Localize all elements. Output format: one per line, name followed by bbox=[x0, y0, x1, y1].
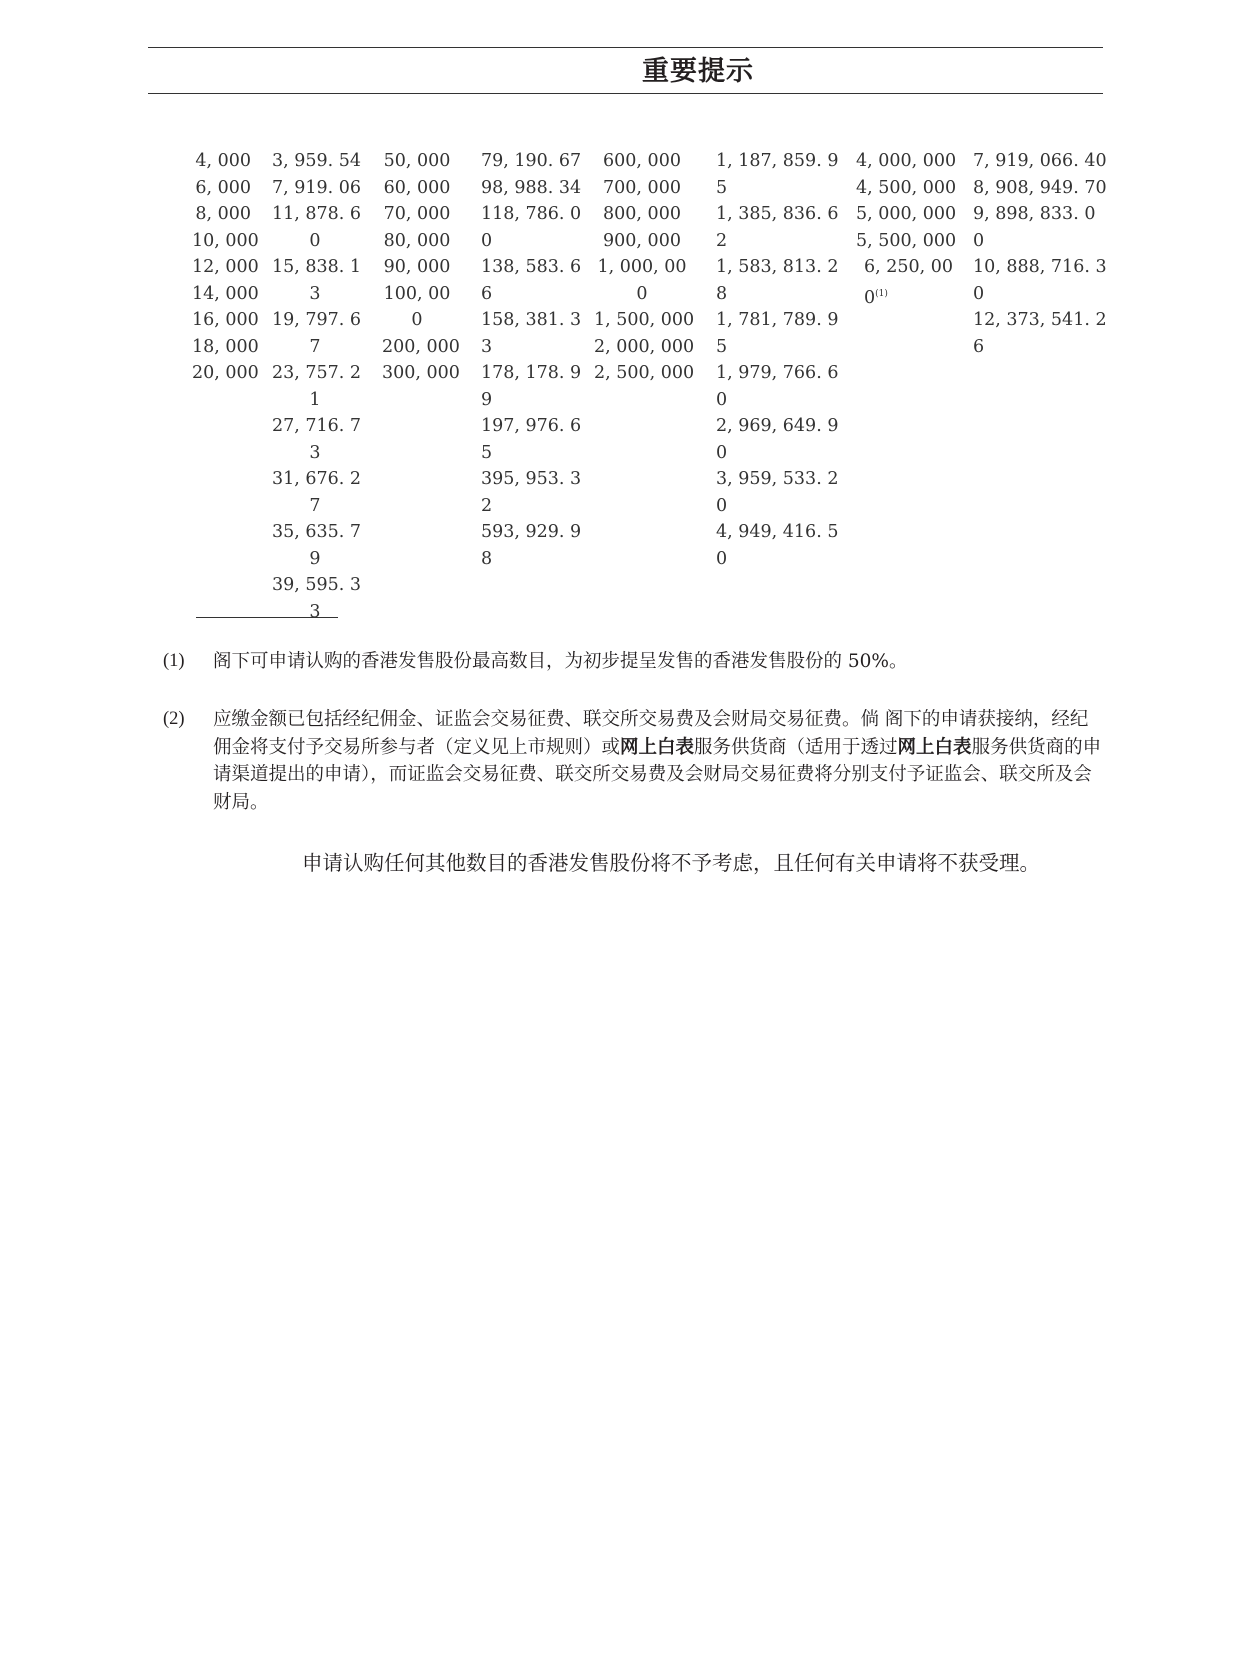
table-cell: 395, 953. 3 bbox=[481, 469, 582, 489]
table-cell: 0 bbox=[716, 548, 728, 569]
table-cell: 0 bbox=[973, 283, 985, 304]
table-cell: 27, 716. 7 bbox=[272, 416, 362, 436]
table-cell: 4, 949, 416. 5 bbox=[716, 522, 839, 542]
table-cell: 0 bbox=[481, 230, 493, 251]
table-cell: 1, 000, 00 bbox=[597, 257, 687, 277]
table-cell: 6, 000 bbox=[195, 177, 251, 198]
table-cell: 0 bbox=[716, 442, 728, 463]
table-cell: 7, 919. 06 bbox=[272, 177, 362, 198]
table-cell: 7 bbox=[309, 336, 321, 357]
table-cell: 50, 000 bbox=[383, 151, 451, 171]
table-column-7 bbox=[856, 148, 957, 311]
note-2-bold-b: 网上白表 bbox=[897, 736, 972, 758]
table-cell: 8 bbox=[716, 283, 728, 304]
table-cell: 0 bbox=[973, 230, 985, 251]
table-cell: 3 bbox=[309, 601, 321, 622]
table-cell: 0 bbox=[636, 283, 648, 304]
table-cell: 10, 000 bbox=[192, 230, 259, 251]
table-cell: 19, 797. 6 bbox=[272, 310, 362, 330]
table-cell: 0 bbox=[716, 495, 728, 516]
table-cell: 1, 979, 766. 6 bbox=[716, 363, 839, 383]
table-cell: 8 bbox=[481, 548, 493, 569]
table-column-2 bbox=[272, 148, 362, 625]
table-cell: 0 bbox=[716, 389, 728, 410]
table-cell: 8, 000 bbox=[195, 204, 251, 224]
table-cell: 14, 000 bbox=[192, 283, 259, 304]
table-cell: 3 bbox=[309, 283, 321, 304]
table-cell: 9 bbox=[481, 389, 493, 410]
table-cell: 39, 595. 3 bbox=[272, 575, 362, 595]
table-cell: 10, 888, 716. 3 bbox=[973, 257, 1107, 277]
table-cell: 6 bbox=[973, 336, 985, 357]
footnote-mark: (1) bbox=[875, 288, 888, 299]
note-1-number: (1) bbox=[163, 651, 185, 671]
table-cell: 4, 500, 000 bbox=[856, 177, 957, 198]
table-cell: 0 bbox=[309, 230, 321, 251]
table-column-6 bbox=[716, 148, 839, 572]
table-cell: 3 bbox=[309, 442, 321, 463]
table-cell: 4, 000 bbox=[195, 151, 251, 171]
table-cell: 18, 000 bbox=[192, 336, 259, 357]
table-cell: 98, 988. 34 bbox=[481, 177, 582, 198]
table-cell: 1, 781, 789. 9 bbox=[716, 310, 839, 330]
table-cell: 12, 373, 541. 2 bbox=[973, 310, 1107, 330]
note-2-text-a: 应缴金额已包括经纪佣金、证监会交易征费、联交所交易费及会财局交易征费。倘 阁下的申请获接纳，经纪佣金将支付予交易所参与者（定义见上市规则）或 bbox=[213, 709, 1089, 758]
table-column-4 bbox=[481, 148, 584, 572]
table-cell: 9, 898, 833. 0 bbox=[973, 204, 1096, 224]
table-cell: 16, 000 bbox=[192, 310, 259, 330]
table-cell: 7, 919, 066. 40 bbox=[973, 151, 1107, 171]
table-cell: 11, 878. 6 bbox=[272, 204, 362, 224]
table-column-8 bbox=[973, 148, 1107, 360]
footnote-value: 0 bbox=[864, 287, 876, 308]
table-cell: 800, 000 bbox=[603, 204, 681, 224]
table-cell: 197, 976. 6 bbox=[481, 416, 582, 436]
table-cell: 5, 000, 000 bbox=[856, 204, 957, 224]
table-cell: 3, 959. 54 bbox=[272, 151, 362, 171]
table-cell: 1, 500, 000 bbox=[594, 310, 695, 330]
table-cell: 158, 381. 3 bbox=[481, 310, 582, 330]
table-cell: 0 bbox=[411, 310, 423, 330]
table-cell: 118, 786. 0 bbox=[481, 204, 582, 224]
table-column-1 bbox=[192, 148, 259, 387]
table-cell: 8, 908, 949. 70 bbox=[973, 177, 1107, 198]
note-2-number: (2) bbox=[163, 709, 185, 729]
top-rule bbox=[148, 47, 1103, 48]
table-cell: 60, 000 bbox=[383, 177, 451, 198]
table-cell: 138, 583. 6 bbox=[481, 257, 582, 277]
table-cell: 593, 929. 9 bbox=[481, 522, 582, 542]
table-cell: 900, 000 bbox=[603, 230, 681, 251]
table-cell: 5, 500, 000 bbox=[856, 230, 957, 251]
note-1-text: 阁下可申请认购的香港发售股份最高数目，为初步提呈发售的香港发售股份的 50%。 bbox=[213, 651, 908, 672]
table-cell: 2 bbox=[481, 495, 493, 516]
table-underline bbox=[196, 617, 338, 618]
note-2-text bbox=[213, 706, 1103, 816]
note-2-text-c: 服务供货商的申请渠道提出的申请），而证监会交易征费、联交所交易费及会财局交易征费将分别支付予证监会、联交所及会财局。 bbox=[213, 736, 1102, 813]
table-cell: 35, 635. 7 bbox=[272, 522, 362, 542]
table-cell: 1, 385, 836. 6 bbox=[716, 204, 839, 224]
table-cell: 3, 959, 533. 2 bbox=[716, 469, 839, 489]
table-column-3 bbox=[382, 148, 460, 387]
page-title: 重要提示 bbox=[642, 56, 754, 87]
table-cell: 20, 000 bbox=[192, 363, 259, 383]
table-cell: 6 bbox=[481, 283, 493, 304]
table-cell: 5 bbox=[716, 336, 728, 357]
table-cell: 2, 000, 000 bbox=[594, 336, 695, 357]
table-cell: 5 bbox=[481, 442, 493, 463]
table-column-5 bbox=[594, 148, 695, 387]
note-2-bold-a: 网上白表 bbox=[620, 736, 695, 758]
table-cell: 70, 000 bbox=[383, 204, 451, 224]
table-cell: 2 bbox=[716, 230, 728, 251]
table-cell: 7 bbox=[309, 495, 321, 516]
table-cell: 4, 000, 000 bbox=[856, 151, 957, 171]
table-cell: 1, 583, 813. 2 bbox=[716, 257, 839, 277]
table-cell: 3 bbox=[481, 336, 493, 357]
table-cell: 600, 000 bbox=[603, 151, 681, 171]
table-cell: 100, 00 bbox=[383, 283, 451, 304]
table-cell: 23, 757. 2 bbox=[272, 363, 362, 383]
title-bottom-rule bbox=[148, 93, 1103, 94]
table-cell bbox=[856, 281, 953, 311]
table-cell: 200, 000 bbox=[382, 336, 460, 357]
closing-statement: 申请认购任何其他数目的香港发售股份将不予考虑，且任何有关申请将不获受理。 bbox=[302, 851, 1040, 875]
table-cell: 31, 676. 2 bbox=[272, 469, 362, 489]
table-cell: 2, 969, 649. 9 bbox=[716, 416, 839, 436]
table-cell: 15, 838. 1 bbox=[272, 257, 362, 277]
table-cell: 6, 250, 00 bbox=[864, 257, 954, 277]
table-cell: 90, 000 bbox=[383, 257, 451, 277]
table-cell: 9 bbox=[309, 548, 321, 569]
table-cell: 300, 000 bbox=[382, 363, 460, 383]
table-cell: 80, 000 bbox=[383, 230, 451, 251]
table-cell: 79, 190. 67 bbox=[481, 151, 582, 171]
table-cell: 178, 178. 9 bbox=[481, 363, 582, 383]
table-cell: 2, 500, 000 bbox=[594, 363, 695, 383]
table-cell: 12, 000 bbox=[192, 257, 259, 277]
table-cell: 1, 187, 859. 9 bbox=[716, 151, 839, 171]
table-cell: 1 bbox=[309, 389, 321, 410]
table-cell: 5 bbox=[716, 177, 728, 198]
table-cell: 700, 000 bbox=[603, 177, 681, 198]
note-2-text-b: 服务供货商（适用于透过 bbox=[694, 736, 898, 758]
